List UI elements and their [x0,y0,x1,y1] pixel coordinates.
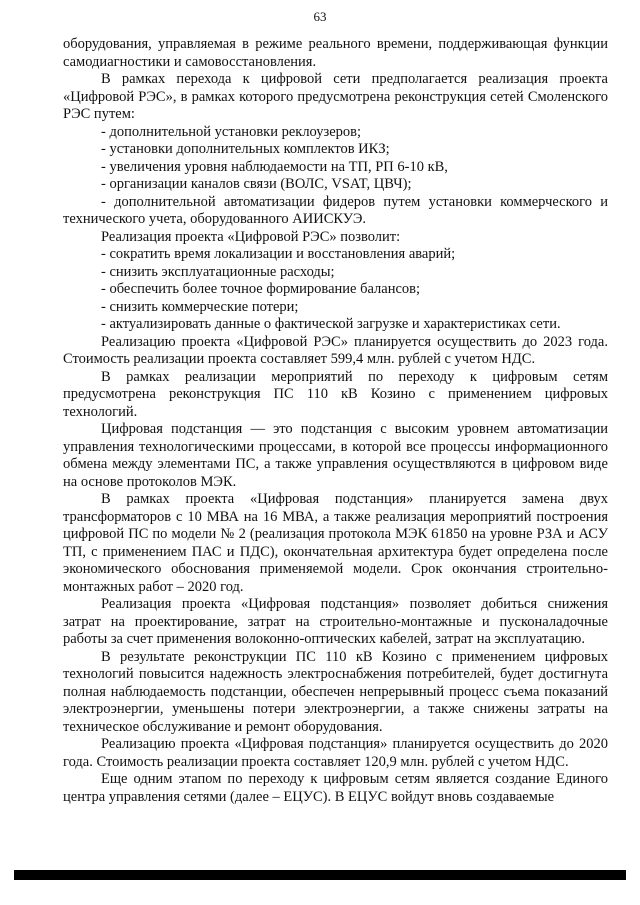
list-item: - дополнительной установки реклоузеров; [101,123,362,140]
list-item: - установки дополнительных комплектов ИКЗ; [101,141,390,157]
document-body [63,36,608,806]
paragraph: Реализация проекта «Цифровой РЭС» позволит: [101,228,401,245]
page-bottom-border [14,870,626,880]
list-item: - снизить коммерческие потери; [101,298,299,315]
paragraph: В рамках перехода к цифровой сети предполагается реализация проекта «Цифровой РЭС», в рамках которого предусмотрена реконструкция сетей Смоленского РЭС путем: [63,71,608,122]
paragraph: В рамках проекта «Цифровая подстанция» планируется замена двух трансформаторов с 10 МВА на 16 МВА, а также реализация мероприятий построения цифровой ПС по модели № 2 (реализация протокола МЭК 61850 на уровне РЗА и АСУ ТП, с применением ПАС и ПДС), окончательная архитектура будет определена после экономического обоснования применяемой модели. Срок окончания строительно-монтажных работ – 2020 год. [63,491,608,595]
paragraph: Реализация проекта «Цифровая подстанция» позволяет добиться снижения затрат на проектирование, затрат на строительно-монтажные и пусконаладочные работы за счет применения волоконно-оптических кабелей, затрат на эксплуатацию. [63,596,608,647]
paragraph: Реализацию проекта «Цифровой РЭС» планируется осуществить до 2023 года. Стоимость реализации проекта составляет 599,4 млн. рублей с учетом НДС. [63,333,608,367]
list-item: - обеспечить более точное формирование балансов; [101,281,421,297]
paragraph: оборудования, управляемая в режиме реального времени, поддерживающая функции самодиагностики и самовосстановления. [63,36,608,70]
list-item: - сократить время локализации и восстановления аварий; [101,246,456,262]
list-item: - снизить эксплуатационные расходы; [101,263,335,280]
paragraph: Цифровая подстанция — это подстанция с высоким уровнем автоматизации управления технологическими процессами, в которой все процессы информационного обмена между элементами ПС, а также управления осуществляются в цифровом виде на основе протоколов МЭК. [63,421,608,490]
list-item: - актуализировать данные о фактической загрузке и характеристиках сети. [101,316,561,332]
paragraph: В рамках реализации мероприятий по переходу к цифровым сетям предусмотрена реконструкция ПС 110 кВ Козино с применением цифровых технологий. [63,368,608,420]
page-number: 63 [313,9,327,24]
list-item: - увеличения уровня наблюдаемости на ТП, РП 6-10 кВ, [101,158,448,175]
paragraph: Реализацию проекта «Цифровая подстанция» планируется осуществить до 2020 года. Стоимость реализации проекта составляет 120,9 млн. рублей с учетом НДС. [63,736,608,770]
paragraph: Еще одним этапом по переходу к цифровым сетям является создание Единого центра управления сетями (далее – ЕЦУС). В ЕЦУС войдут вновь создаваемые [63,771,608,805]
list-item: - дополнительной автоматизации фидеров путем установки коммерческого и технического учета, оборудованного АИИСКУЭ. [63,193,608,227]
list-item: - организации каналов связи (ВОЛС, VSAT, ЦВЧ); [101,176,412,192]
paragraph: В результате реконструкции ПС 110 кВ Козино с применением цифровых технологий повысится надежность электроснабжения потребителей, будет достигнута полная наблюдаемость подстанции, обеспечен непрерывный процесс съема показаний электроэнергии, уменьшены потери электроэнергии, а также снижены затраты на техническое обслуживание и ремонт оборудования. [63,648,608,735]
